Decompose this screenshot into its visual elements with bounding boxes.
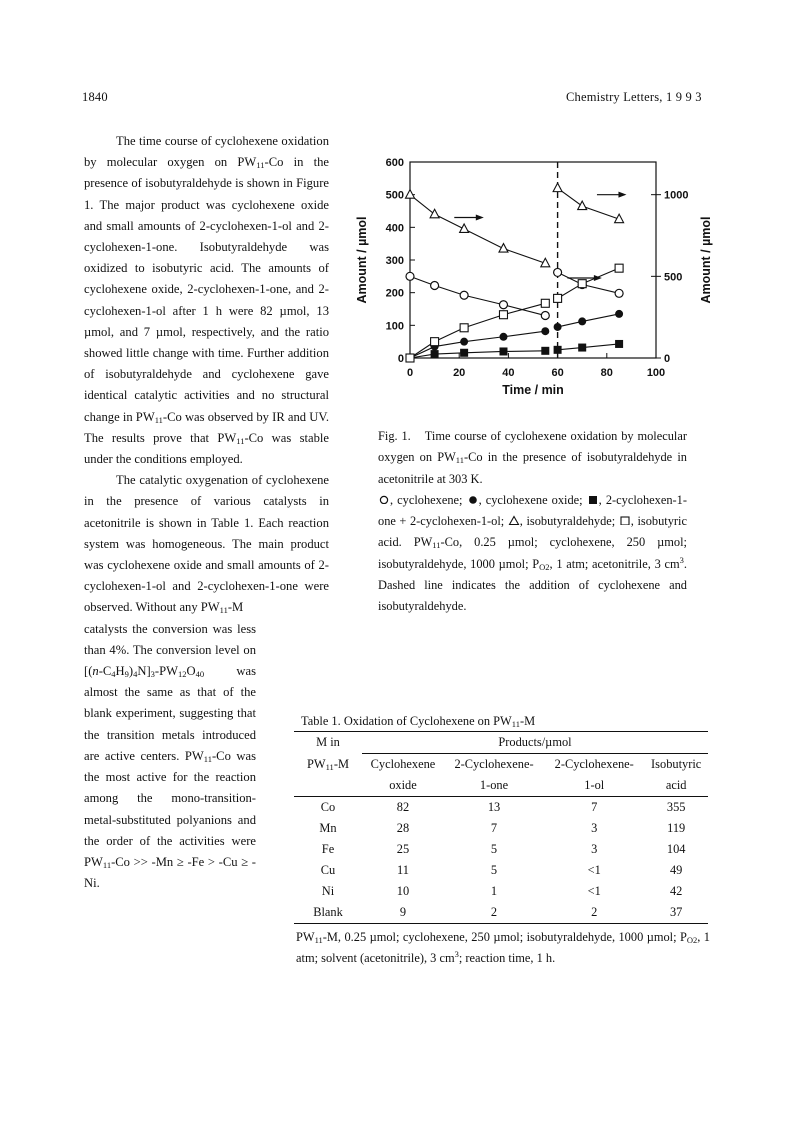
series-line-filled-circle — [558, 314, 620, 327]
table-row: Blank 9 2 2 37 — [294, 902, 708, 924]
table-title: Table 1. Oxidation of Cyclohexene on $PW_{11}-M$ — [301, 714, 536, 729]
y-tick-label: 300 — [385, 255, 404, 267]
y-tick-label: 600 — [385, 157, 404, 169]
data-point-open-triangle — [460, 224, 469, 233]
table-footnote: $PW_{11}-M$, 0.25 µmol; cyclohexene, 250 µmol; isobutyraldehyde, 1000 µmol; $P_{O2}$, 1 atm; solvent (acetonitrile), 3 $cm^3$; reaction time, 1 h. — [296, 930, 710, 965]
data-point-open-triangle — [499, 244, 508, 253]
data-point-filled-square — [615, 340, 623, 348]
data-point-open-circle — [431, 281, 439, 289]
data-point-open-circle — [499, 301, 507, 309]
data-point-filled-square — [554, 346, 562, 354]
data-point-open-triangle — [430, 209, 439, 218]
table-1 — [294, 714, 710, 969]
filled-square-icon — [587, 494, 599, 504]
x-axis-label: Time / min — [502, 383, 564, 397]
data-point-filled-circle — [499, 333, 507, 341]
right-axis-arrow-head — [476, 215, 484, 221]
x-tick-label: 60 — [551, 367, 564, 379]
series-line-open-square — [410, 303, 545, 358]
plot-frame — [410, 162, 656, 358]
data-point-filled-square — [578, 344, 586, 352]
journal-title: Chemistry Letters, 1 9 9 3 — [566, 90, 702, 104]
x-tick-label: 20 — [453, 367, 466, 379]
data-point-open-square — [554, 294, 562, 302]
data-point-filled-square — [541, 347, 549, 355]
data-point-open-circle — [615, 289, 623, 297]
data-point-open-square — [615, 264, 623, 272]
y-tick-label: 500 — [385, 189, 404, 202]
y2-tick-label: 0 — [664, 353, 671, 365]
data-point-open-triangle — [553, 183, 562, 192]
y-axis-label: Amount / µmol — [355, 216, 369, 304]
table-row: Mn 28 7 3 119 — [319, 821, 686, 835]
right-axis-arrow-head — [618, 192, 626, 198]
figure-1-chart — [350, 150, 730, 400]
series-line-open-circle — [558, 272, 620, 293]
table-row: Cu 11 5 <1 49 — [320, 863, 683, 877]
data-point-open-square — [541, 299, 549, 307]
data-point-filled-square — [499, 347, 507, 355]
figure-legend-text: , cyclohexene; , cyclohexene oxide; , 2-cyclohexen-1-one + 2-cyclohexen-1-ol; , isobutyraldehyde; , isobutyric acid. $PW_{11}-Co$, 0.25 µmol; cyclohexene, 250 µmol; isobutyraldehyde, 1000 µmol; $P_{O2}$, 1 atm; acetonitrile, 3 $cm^3$. Dashed line indicates the addition of cyclohexene and isobutyraldehyde. — [378, 492, 688, 614]
page-number: 1840 — [82, 90, 108, 104]
y-tick-label: 0 — [397, 353, 404, 365]
data-point-filled-circle — [578, 317, 586, 325]
data-point-filled-circle — [541, 327, 549, 335]
data-point-open-square — [406, 354, 414, 362]
column-header: Cyclohexene — [362, 754, 444, 776]
data-point-open-circle — [554, 268, 562, 276]
table-row: Ni 10 1 <1 42 — [321, 884, 683, 898]
y-tick-label: 400 — [385, 222, 404, 235]
data-point-open-circle — [406, 272, 414, 280]
figure-label: Fig. 1. — [378, 429, 411, 443]
series-line-open-triangle — [410, 195, 545, 264]
series-line-open-square — [558, 268, 620, 298]
open-circle-icon — [378, 494, 390, 504]
paragraph-1: The time course of cyclohexene oxidation by molecular oxygen on $PW_{11}-Co$ in the presence of isobutyraldehyde is shown in Figure 1. The major product was cyclohexene oxide and small amounts of 2-cyclohexen-1-ol and 2-cyclohexen-1-one. Isobutyraldehyde was oxidized to isobutyric acid. The amounts of cyclohexene oxide, 2-cyclohexen-1-one, and 2-cyclohexen-1-ol after 1 h were 82 µmol, 13 µmol, and 7 µmol, respectively, and the ratio showed little change with time. Further addition of isobutyraldehyde and cyclohexene gave identical catalytic activities and no structural change in $PW_{11}-Co$ was observed by IR and UV. The results prove that $PW_{11}-Co$ was stable under the conditions employed. — [84, 134, 329, 467]
filled-circle-icon — [467, 494, 479, 504]
data-point-filled-circle — [460, 338, 468, 346]
y2-tick-label: 500 — [664, 271, 683, 284]
column-header: 2-Cyclohexene- — [444, 754, 544, 776]
figure-caption: Fig. 1. Time course of cyclohexene oxidation by molecular oxygen on $PW_{11}-Co$ in the presence of isobutyraldehyde in acetonitrile at 303 K. , cyclohexene; , cyclohexene oxide; , 2-cyclohexen-1-one + 2-cyclohexen-1-ol; , isobutyraldehyde; , isobutyric acid. $PW_{11}-Co$, 0.25 µmol; cyclohexene, 250 µmol; isobutyraldehyde, 1000 µmol; $P_{O2}$, 1 atm; acetonitrile, 3 $cm^3$. Dashed line indicates the addition of cyclohexene and isobutyraldehyde. — [378, 426, 687, 618]
y-tick-label: 100 — [385, 320, 404, 333]
body-text-column — [84, 131, 329, 894]
row-label-heading: M in — [316, 735, 340, 750]
table-row: Fe 25 5 3 104 — [321, 842, 686, 856]
x-tick-label: 40 — [502, 367, 515, 379]
paragraph-2-continued: catalysts the conversion was less than 4%. The conversion level on $[(n-C_4H_9)_4N]_3-PW_{12}O_{40}$ was almost the same as that of the blank experiment, suggesting that the transition metals introduced are active centers. $PW_{11}-Co$ was the most active for the reaction among the mono-transition-metal-substituted polyanions and the order of the activities were $PW_{11}-Co >> -Mn \ge -Fe > -Cu \ge -Ni$. — [84, 621, 256, 891]
data-point-filled-square — [431, 350, 439, 358]
x-tick-label: 0 — [406, 367, 414, 379]
data-point-open-square — [578, 280, 586, 288]
data-point-open-square — [499, 311, 507, 319]
table-row: Co 82 13 7 355 — [320, 800, 686, 814]
y2-axis-label: Amount / µmol — [699, 216, 713, 304]
x-tick-label: 80 — [600, 367, 613, 379]
column-header: 2-Cyclohexene- — [544, 754, 644, 776]
data-point-open-triangle — [406, 190, 415, 199]
results-table: M in Products/µmol $PW_{11}-M$ Cyclohexene 2-Cyclohexene- 2-Cyclohexene- Isobutyric oxide 1-one 1-ol acid Co 82 13 7 355 Mn 28 7 3 119 Fe 25 5 3 104 Cu 11 5 <1 49 Ni 10 1 <1 42 Blank 9 2 2 37 — [294, 731, 708, 924]
open-square-icon — [619, 515, 631, 525]
products-heading: Products/µmol — [498, 735, 572, 749]
data-point-filled-square — [460, 349, 468, 357]
data-point-open-circle — [541, 312, 549, 320]
data-point-filled-circle — [615, 310, 623, 318]
paragraph-2: The catalytic oxygenation of cyclohexene in the presence of various catalysts in acetonitrile is shown in Table 1. Each reaction system was homogeneous. The main product was cyclohexene oxide and small amounts of 2-cyclohexen-1-ol and 2-cyclohexen-1-one were observed. Without any $PW_{11}-M$ — [84, 473, 329, 616]
x-tick-label: 100 — [646, 367, 666, 379]
series-line-filled-square — [558, 344, 620, 350]
data-point-filled-circle — [554, 323, 562, 331]
data-point-open-square — [431, 338, 439, 346]
y-tick-label: 200 — [385, 287, 404, 300]
series-line-open-circle — [410, 276, 545, 315]
column-header: Isobutyric — [644, 754, 708, 776]
series-line-open-triangle — [558, 188, 620, 219]
data-point-open-triangle — [578, 201, 587, 210]
y2-tick-label: 1000 — [664, 189, 689, 202]
data-point-open-square — [460, 324, 468, 332]
series-line-filled-square — [410, 351, 545, 358]
open-triangle-icon — [508, 515, 520, 525]
data-point-open-circle — [460, 291, 468, 299]
